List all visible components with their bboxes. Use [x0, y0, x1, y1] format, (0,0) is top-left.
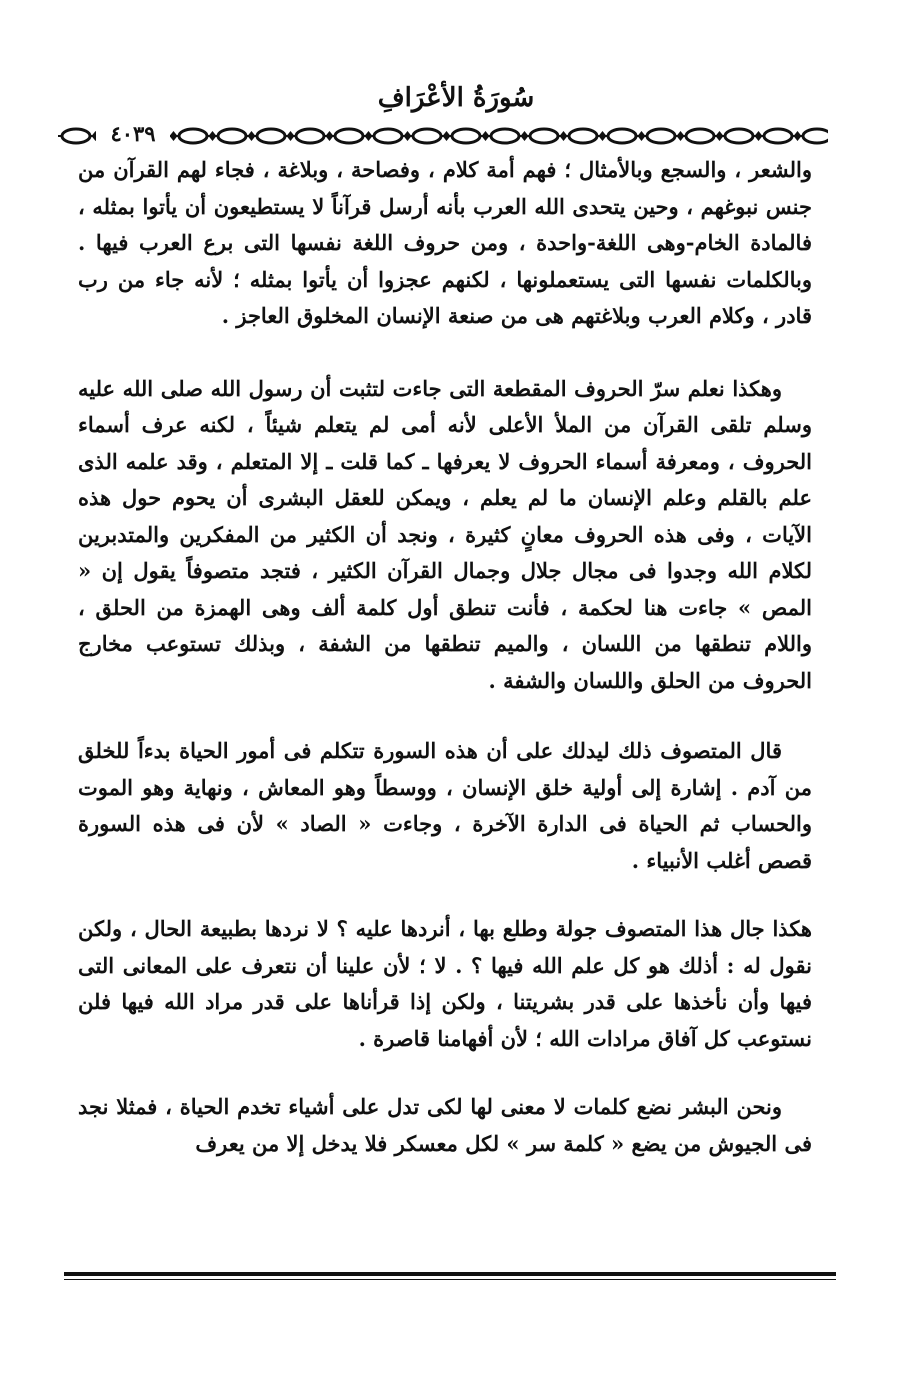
ornament-diamond — [599, 131, 607, 141]
footer-rule — [64, 1272, 836, 1276]
ornament-oval — [608, 129, 636, 143]
paragraph-4: هكذا جال هذا المتصوف جولة وطلع بها ، أنردها عليه ؟ لا نردها بطبيعة الحال ، ولكن نقول له : أذلك هو كل علم الله فيها ؟ . لا ؛ لأن علينا أن نتعرف على المعانى التى فيها وأن نأخذها على قدر بشريتنا ، ولكن إذا قرأناها على قدر مراد الله فيها فلن نستوعب كل آفاق مرادات الله ؛ لأن أفهامنا قاصرة . — [78, 916, 812, 1051]
ornament-oval — [491, 129, 519, 143]
ornament-oval — [413, 129, 441, 143]
page-text — [78, 152, 812, 1162]
ornament-oval — [530, 129, 558, 143]
ornament-diamond — [521, 131, 529, 141]
ornament-diamond — [248, 131, 256, 141]
ornament-oval — [452, 129, 480, 143]
ornament-diamond — [560, 131, 568, 141]
ornament-diamond — [326, 131, 334, 141]
ornament-oval — [647, 129, 675, 143]
ornament-diamond — [482, 131, 490, 141]
paragraph-1: والشعر ، والسجع وبالأمثال ؛ فهم أمة كلام ، وفصاحة ، وبلاغة ، فجاء لهم القرآن من جنس نبوغهم ، وحين يتحدى الله العرب بأنه أرسل قرآناً لا يستطيعون أن يأتوا بمثله ، فالمادة الخام-وهى اللغة-واحدة ، ومن حروف اللغة نفسها التى برع العرب فيها . وبالكلمات نفسها التى يستعملونها ، لكنهم عجزوا أن يأتوا بمثله ؛ لأنه جاء من رب قادر ، وكلام العرب وبلاغتهم هى من صنعة الإنسان المخلوق العاجز . — [78, 157, 812, 328]
ornament-diamond — [638, 131, 646, 141]
ornament-diamond — [287, 131, 295, 141]
footer-rule-thin — [64, 1279, 836, 1280]
paragraph-5: ونحن البشر نضع كلمات لا معنى لها لكى تدل على أشياء تخدم الحياة ، فمثلا نجد فى الجيوش من يضع « كلمة سر » لكل معسكر فلا يدخل إلا من يعرف — [78, 1094, 812, 1156]
ornament-oval — [218, 129, 246, 143]
ornament-oval — [725, 129, 753, 143]
ornament-diamond — [443, 131, 451, 141]
ornament-diamond — [209, 131, 217, 141]
ornament-oval — [62, 129, 90, 143]
ornament-oval — [296, 129, 324, 143]
ornament-diamond — [755, 131, 763, 141]
ornament-diamond — [677, 131, 685, 141]
ornament-diamond — [404, 131, 412, 141]
header-ornament-border — [58, 124, 828, 148]
paragraph-3: قال المتصوف ذلك ليدلك على أن هذه السورة تتكلم فى أمور الحياة بدءاً للخلق من آدم . إشارة إلى أولية خلق الإنسان ، ووسطاً وهو المعاش ، ونهاية وهو الموت والحساب ثم الحياة فى الدارة الآخرة ، وجاءت « الصاد » لأن فى هذه السورة قصص أغلب الأنبياء . — [78, 738, 812, 873]
ornament-oval — [803, 129, 828, 143]
ornament-oval — [764, 129, 792, 143]
ornament-oval — [569, 129, 597, 143]
ornament-diamond — [716, 131, 724, 141]
ornament-oval — [257, 129, 285, 143]
ornament-diamond — [170, 131, 178, 141]
ornament-oval — [179, 129, 207, 143]
ornament-oval — [374, 129, 402, 143]
ornament-chain-icon — [58, 124, 828, 148]
ornament-diamond — [794, 131, 802, 141]
surah-title: سُورَةُ الأعْرَافِ — [377, 83, 535, 113]
ornament-oval — [335, 129, 363, 143]
page-number: ٤٠٣٩ — [96, 120, 170, 148]
paragraph-2: وهكذا نعلم سرّ الحروف المقطعة التى جاءت لتثبت أن رسول الله صلى الله عليه وسلم تلقى القرآن من الملأ الأعلى لأنه أمى لم يتعلم شيئاً ، لكنه عرف أسماء الحروف ، ومعرفة أسماء الحروف لا يعرفها ـ كما قلت ـ إلا المتعلم ، وقد علمه الذى علم بالقلم وعلم الإنسان ما لم يعلم ، ويمكن للعقل البشرى أن يحوم حول هذه الآيات ، وفى هذه الحروف معانٍ كثيرة ، ونجد أن الكثير من المفكرين والمتدبرين لكلام الله وجدوا فى مجال جلال وجمال القرآن الكثير ، فتجد متصوفاً يقول إن « المص » جاءت هنا لحكمة ، فأنت تنطق أول كلمة ألف وهى الهمزة من الحلق ، واللام تنطقها من اللسان ، والميم تنطقها من الشفة ، وبذلك تستوعب مخارج الحروف من الحلق واللسان والشفة . — [78, 375, 812, 693]
ornament-diamond — [365, 131, 373, 141]
ornament-oval — [686, 129, 714, 143]
